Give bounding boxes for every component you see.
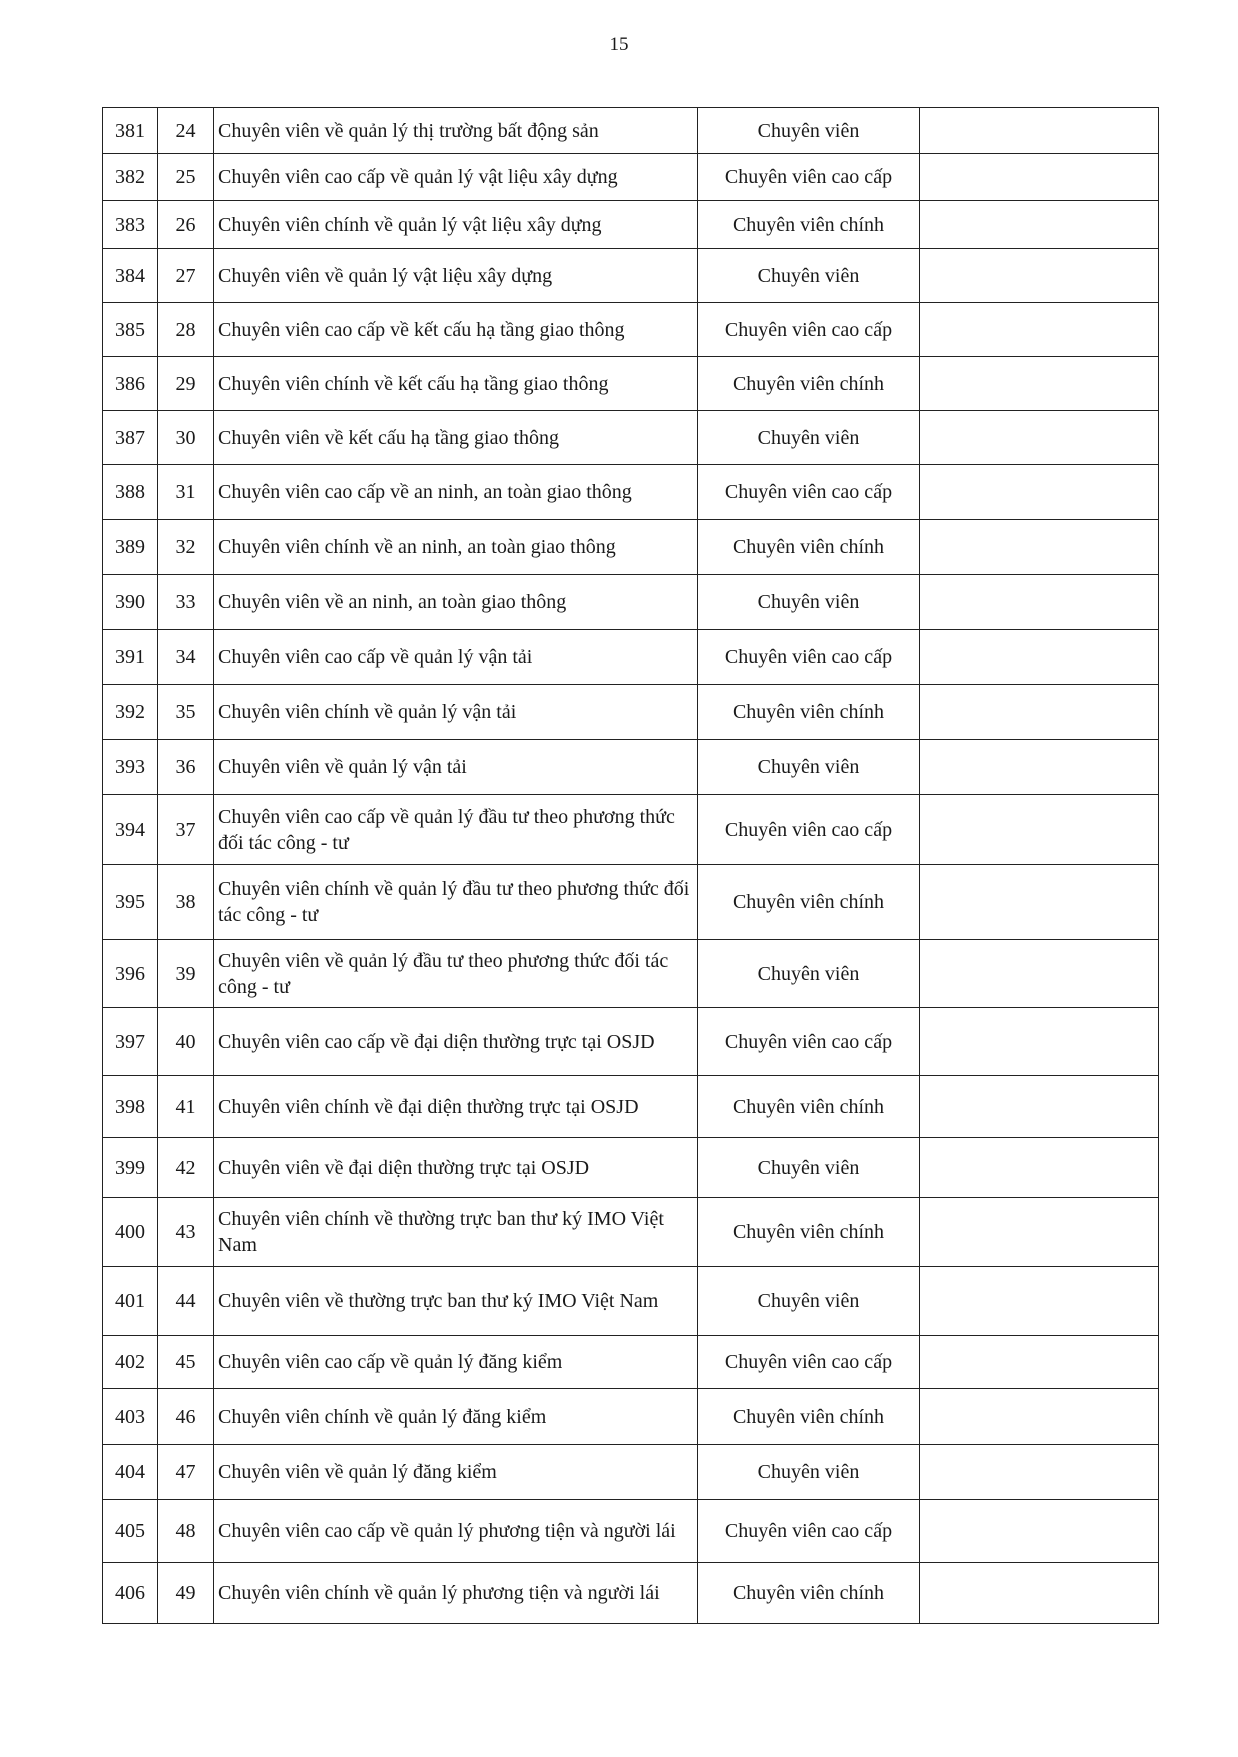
note-cell [920, 740, 1159, 795]
rank-cell: Chuyên viên cao cấp [698, 1336, 920, 1389]
position-name-cell: Chuyên viên cao cấp về quản lý vật liệu xây dựng [214, 154, 698, 201]
table-row [103, 865, 1159, 940]
note-cell [920, 520, 1159, 575]
note-cell [920, 303, 1159, 357]
table-row [103, 1267, 1159, 1336]
position-name-cell: Chuyên viên chính về quản lý đầu tư theo phương thức đối tác công - tư [214, 865, 698, 940]
position-name-cell: Chuyên viên chính về quản lý đăng kiểm [214, 1389, 698, 1445]
table-row [103, 357, 1159, 411]
table-row [103, 740, 1159, 795]
position-name-cell: Chuyên viên về quản lý đầu tư theo phương thức đối tác công - tư [214, 940, 698, 1008]
rank-cell: Chuyên viên chính [698, 685, 920, 740]
row-number-cell: 404 [103, 1445, 158, 1500]
sub-number-cell: 36 [158, 740, 214, 795]
table-row [103, 1389, 1159, 1445]
rank-cell: Chuyên viên [698, 740, 920, 795]
sub-number-cell: 38 [158, 865, 214, 940]
position-name-cell: Chuyên viên về quản lý thị trường bất động sản [214, 108, 698, 154]
row-number-cell: 383 [103, 201, 158, 249]
note-cell [920, 1076, 1159, 1138]
note-cell [920, 630, 1159, 685]
note-cell [920, 575, 1159, 630]
note-cell [920, 940, 1159, 1008]
rank-cell: Chuyên viên [698, 249, 920, 303]
sub-number-cell: 42 [158, 1138, 214, 1198]
table-row [103, 575, 1159, 630]
note-cell [920, 1445, 1159, 1500]
rank-cell: Chuyên viên cao cấp [698, 154, 920, 201]
position-name-cell: Chuyên viên về quản lý đăng kiểm [214, 1445, 698, 1500]
note-cell [920, 411, 1159, 465]
table-body [103, 108, 1159, 1624]
rank-cell: Chuyên viên cao cấp [698, 303, 920, 357]
rank-cell: Chuyên viên [698, 575, 920, 630]
rank-cell: Chuyên viên [698, 411, 920, 465]
position-name-cell: Chuyên viên chính về thường trực ban thư ký IMO Việt Nam [214, 1198, 698, 1267]
row-number-cell: 406 [103, 1563, 158, 1624]
position-name-cell: Chuyên viên cao cấp về quản lý đăng kiểm [214, 1336, 698, 1389]
position-name-cell: Chuyên viên về quản lý vận tải [214, 740, 698, 795]
position-name-cell: Chuyên viên cao cấp về quản lý đầu tư theo phương thức đối tác công - tư [214, 795, 698, 865]
position-name-cell: Chuyên viên về thường trực ban thư ký IMO Việt Nam [214, 1267, 698, 1336]
sub-number-cell: 41 [158, 1076, 214, 1138]
rank-cell: Chuyên viên [698, 1138, 920, 1198]
note-cell [920, 1500, 1159, 1563]
note-cell [920, 795, 1159, 865]
row-number-cell: 391 [103, 630, 158, 685]
position-name-cell: Chuyên viên về đại diện thường trực tại OSJD [214, 1138, 698, 1198]
row-number-cell: 399 [103, 1138, 158, 1198]
row-number-cell: 385 [103, 303, 158, 357]
table-row [103, 1336, 1159, 1389]
note-cell [920, 1008, 1159, 1076]
table-row [103, 940, 1159, 1008]
sub-number-cell: 34 [158, 630, 214, 685]
table-row [103, 1008, 1159, 1076]
row-number-cell: 394 [103, 795, 158, 865]
sub-number-cell: 47 [158, 1445, 214, 1500]
sub-number-cell: 44 [158, 1267, 214, 1336]
row-number-cell: 396 [103, 940, 158, 1008]
position-name-cell: Chuyên viên về kết cấu hạ tầng giao thông [214, 411, 698, 465]
position-name-cell: Chuyên viên chính về an ninh, an toàn giao thông [214, 520, 698, 575]
sub-number-cell: 33 [158, 575, 214, 630]
table-row [103, 1138, 1159, 1198]
row-number-cell: 398 [103, 1076, 158, 1138]
sub-number-cell: 40 [158, 1008, 214, 1076]
note-cell [920, 108, 1159, 154]
position-name-cell: Chuyên viên cao cấp về quản lý vận tải [214, 630, 698, 685]
row-number-cell: 381 [103, 108, 158, 154]
rank-cell: Chuyên viên cao cấp [698, 465, 920, 520]
row-number-cell: 393 [103, 740, 158, 795]
sub-number-cell: 30 [158, 411, 214, 465]
note-cell [920, 465, 1159, 520]
table-row [103, 1445, 1159, 1500]
rank-cell: Chuyên viên [698, 1445, 920, 1500]
sub-number-cell: 24 [158, 108, 214, 154]
table-row [103, 1198, 1159, 1267]
row-number-cell: 388 [103, 465, 158, 520]
sub-number-cell: 25 [158, 154, 214, 201]
row-number-cell: 405 [103, 1500, 158, 1563]
note-cell [920, 865, 1159, 940]
sub-number-cell: 39 [158, 940, 214, 1008]
sub-number-cell: 46 [158, 1389, 214, 1445]
sub-number-cell: 49 [158, 1563, 214, 1624]
rank-cell: Chuyên viên cao cấp [698, 1500, 920, 1563]
note-cell [920, 1389, 1159, 1445]
rank-cell: Chuyên viên chính [698, 1076, 920, 1138]
note-cell [920, 1198, 1159, 1267]
table-row [103, 685, 1159, 740]
rank-cell: Chuyên viên chính [698, 1563, 920, 1624]
rank-cell: Chuyên viên chính [698, 1198, 920, 1267]
position-name-cell: Chuyên viên chính về quản lý phương tiện và người lái [214, 1563, 698, 1624]
position-name-cell: Chuyên viên chính về kết cấu hạ tầng giao thông [214, 357, 698, 411]
table-row [103, 1563, 1159, 1624]
position-name-cell: Chuyên viên cao cấp về kết cấu hạ tầng giao thông [214, 303, 698, 357]
rank-cell: Chuyên viên cao cấp [698, 1008, 920, 1076]
row-number-cell: 397 [103, 1008, 158, 1076]
row-number-cell: 382 [103, 154, 158, 201]
table-row [103, 465, 1159, 520]
table-row [103, 1076, 1159, 1138]
rank-cell: Chuyên viên cao cấp [698, 795, 920, 865]
table-row [103, 201, 1159, 249]
page-number: 15 [609, 34, 629, 55]
row-number-cell: 401 [103, 1267, 158, 1336]
row-number-cell: 402 [103, 1336, 158, 1389]
table-row [103, 1500, 1159, 1563]
table-row [103, 303, 1159, 357]
job-position-table [102, 107, 1159, 1624]
note-cell [920, 1138, 1159, 1198]
table-row [103, 520, 1159, 575]
position-name-cell: Chuyên viên chính về đại diện thường trực tại OSJD [214, 1076, 698, 1138]
sub-number-cell: 27 [158, 249, 214, 303]
row-number-cell: 389 [103, 520, 158, 575]
rank-cell: Chuyên viên [698, 108, 920, 154]
rank-cell: Chuyên viên cao cấp [698, 630, 920, 685]
table-row [103, 108, 1159, 154]
row-number-cell: 386 [103, 357, 158, 411]
note-cell [920, 357, 1159, 411]
note-cell [920, 249, 1159, 303]
sub-number-cell: 48 [158, 1500, 214, 1563]
sub-number-cell: 32 [158, 520, 214, 575]
note-cell [920, 1267, 1159, 1336]
rank-cell: Chuyên viên chính [698, 357, 920, 411]
sub-number-cell: 29 [158, 357, 214, 411]
row-number-cell: 384 [103, 249, 158, 303]
rank-cell: Chuyên viên chính [698, 520, 920, 575]
row-number-cell: 392 [103, 685, 158, 740]
position-name-cell: Chuyên viên cao cấp về quản lý phương tiện và người lái [214, 1500, 698, 1563]
row-number-cell: 403 [103, 1389, 158, 1445]
note-cell [920, 685, 1159, 740]
table-row [103, 411, 1159, 465]
position-name-cell: Chuyên viên chính về quản lý vật liệu xây dựng [214, 201, 698, 249]
position-name-cell: Chuyên viên cao cấp về an ninh, an toàn giao thông [214, 465, 698, 520]
note-cell [920, 154, 1159, 201]
note-cell [920, 201, 1159, 249]
row-number-cell: 390 [103, 575, 158, 630]
rank-cell: Chuyên viên [698, 1267, 920, 1336]
sub-number-cell: 43 [158, 1198, 214, 1267]
table-row [103, 249, 1159, 303]
note-cell [920, 1563, 1159, 1624]
rank-cell: Chuyên viên chính [698, 1389, 920, 1445]
rank-cell: Chuyên viên chính [698, 201, 920, 249]
row-number-cell: 395 [103, 865, 158, 940]
sub-number-cell: 35 [158, 685, 214, 740]
position-name-cell: Chuyên viên về quản lý vật liệu xây dựng [214, 249, 698, 303]
table-row [103, 630, 1159, 685]
rank-cell: Chuyên viên [698, 940, 920, 1008]
table-row [103, 154, 1159, 201]
row-number-cell: 400 [103, 1198, 158, 1267]
row-number-cell: 387 [103, 411, 158, 465]
note-cell [920, 1336, 1159, 1389]
table-row [103, 795, 1159, 865]
sub-number-cell: 26 [158, 201, 214, 249]
sub-number-cell: 28 [158, 303, 214, 357]
position-name-cell: Chuyên viên về an ninh, an toàn giao thông [214, 575, 698, 630]
sub-number-cell: 31 [158, 465, 214, 520]
position-name-cell: Chuyên viên cao cấp về đại diện thường trực tại OSJD [214, 1008, 698, 1076]
position-name-cell: Chuyên viên chính về quản lý vận tải [214, 685, 698, 740]
sub-number-cell: 45 [158, 1336, 214, 1389]
rank-cell: Chuyên viên chính [698, 865, 920, 940]
sub-number-cell: 37 [158, 795, 214, 865]
